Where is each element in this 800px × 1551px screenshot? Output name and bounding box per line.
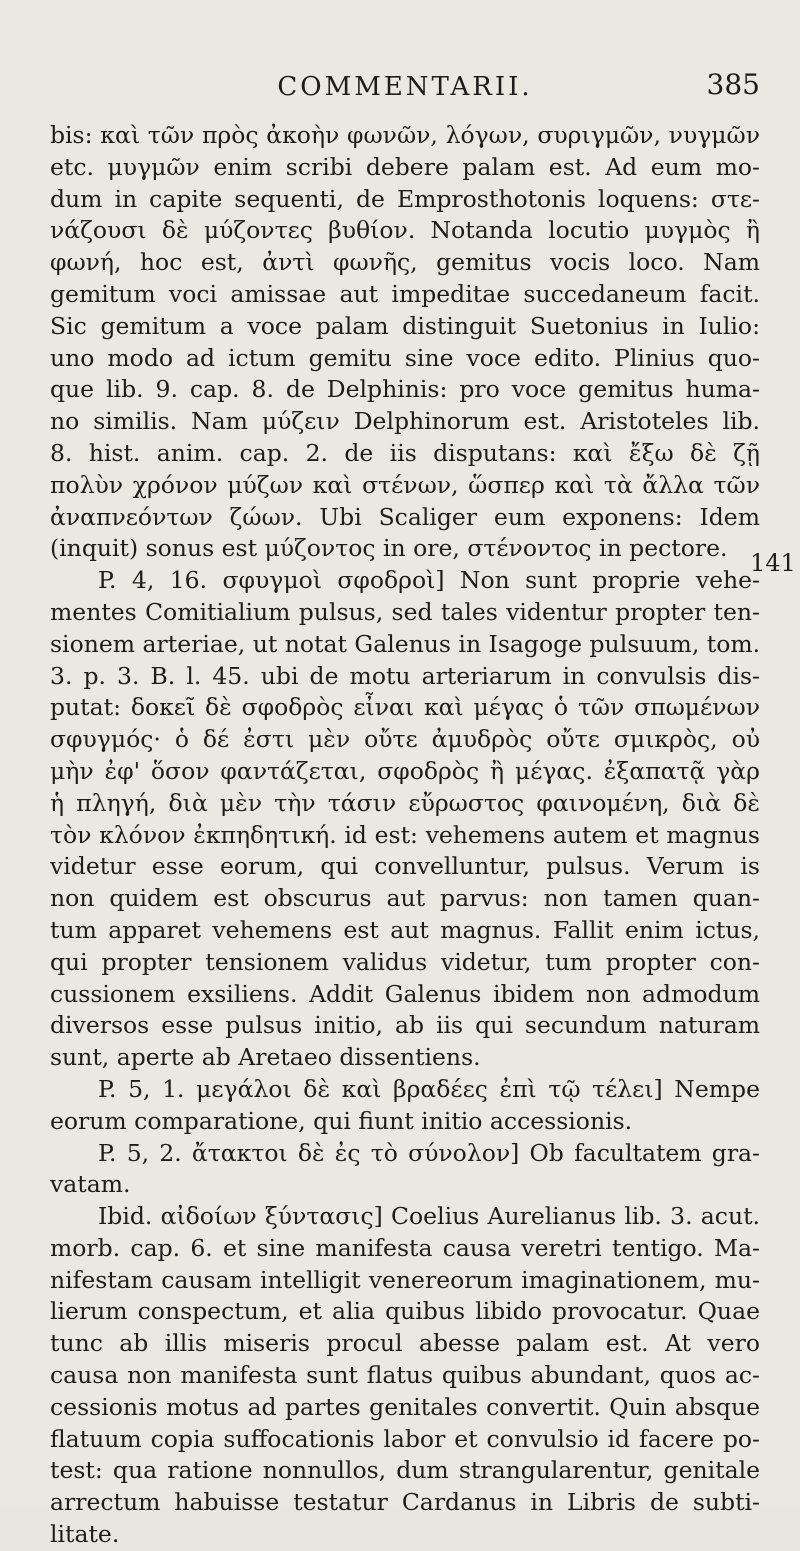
text-line: sunt, aperte ab Aretaeo dissentiens.	[50, 1043, 481, 1072]
text-line: etc. μυγμῶν enim scribi debere palam est. Ad eum mo-	[50, 152, 760, 181]
text-line: uno modo ad ictum gemitu sine voce edito. Plinius quo-	[50, 343, 760, 372]
text-line: bis: καὶ τῶν πρὸς ἀκοὴν φωνῶν, λόγων, συριγμῶν, νυγμῶν	[50, 121, 760, 149]
text-line: non quidem est obscurus aut parvus: non tamen quan-	[50, 884, 760, 913]
text-line: sionem arteriae, ut notat Galenus in Isagoge pulsuum, tom.	[50, 629, 760, 658]
text-line: cessionis motus ad partes genitales convertit. Quin absque	[50, 1392, 760, 1421]
text-line: qui propter tensionem validus videtur, tum propter con-	[50, 947, 760, 976]
text-line: Sic gemitum a voce palam distinguit Suetonius in Iulio:	[50, 311, 760, 340]
text-line: P. 4, 16. σφυγμοὶ σφοδροὶ] Non sunt proprie vehe-	[98, 566, 760, 595]
text-line: νάζουσι δὲ μύζοντες βυθίον. Notanda locutio μυγμὸς ἢ	[50, 216, 760, 245]
body-text	[50, 120, 760, 1551]
text-line: πολὺν χρόνον μύζων καὶ στένων, ὥσπερ καὶ τὰ ἄλλα τῶν	[50, 470, 760, 499]
text-line: cussionem exsiliens. Addit Galenus ibidem non admodum	[50, 979, 760, 1008]
text-line: mentes Comitialium pulsus, sed tales videntur propter ten-	[50, 597, 760, 626]
text-line: test: qua ratione nonnullos, dum strangularentur, genitale	[50, 1456, 760, 1485]
text-line: 8. hist. anim. cap. 2. de iis disputans: καὶ ἔξω δὲ ζῇ	[50, 438, 760, 467]
text-line: σφυγμός· ὁ δέ ἐστι μὲν οὔτε ἀμυδρὸς οὔτε σμικρὸς, οὐ	[50, 725, 760, 754]
margin-note: 141	[750, 549, 796, 577]
text-line: τὸν κλόνον ἐκπηδητική. id est: vehemens autem et magnus	[50, 820, 760, 849]
text-line: flatuum copia suffocationis labor et convulsio id facere po-	[50, 1424, 760, 1453]
text-line: tunc ab illis miseris procul abesse palam est. At vero	[50, 1329, 760, 1358]
running-title: COMMENTARII.	[277, 72, 533, 102]
text-line: gemitum voci amissae aut impeditae succedaneum facit.	[50, 279, 760, 308]
text-line: lierum conspectum, et alia quibus libido provocatur. Quae	[50, 1297, 760, 1326]
text-line: eorum comparatione, qui fiunt initio accessionis.	[50, 1106, 633, 1135]
text-line: ἀναπνεόντων ζώων. Ubi Scaliger eum exponens: Idem	[50, 502, 760, 531]
page-number: 385	[706, 68, 760, 101]
text-line: diversos esse pulsus initio, ab iis qui secundum naturam	[50, 1011, 760, 1040]
text-line: causa non manifesta sunt flatus quibus abundant, quos ac-	[50, 1361, 760, 1390]
text-line: no similis. Nam μύζειν Delphinorum est. Aristoteles lib.	[50, 407, 760, 436]
text-line: nifestam causam intelligit venereorum imaginationem, mu-	[50, 1265, 760, 1294]
text-line: Ibid. αἰδοίων ξύντασις] Coelius Aurelianus lib. 3. acut.	[98, 1202, 760, 1231]
text-line: φωνή, hoc est, ἀντὶ φωνῆς, gemitus vocis loco. Nam	[50, 248, 760, 277]
text-line: P. 5, 1. μεγάλοι δὲ καὶ βραδέες ἐπὶ τῷ τέλει] Nempe	[98, 1074, 760, 1103]
text-line: putat: δοκεῖ δὲ σφοδρὸς εἶναι καὶ μέγας ὁ τῶν σπωμένων	[50, 693, 760, 722]
text-line: 3. p. 3. B. l. 45. ubi de motu arteriarum in convulsis dis-	[50, 661, 760, 690]
text-line: P. 5, 2. ἄτακτοι δὲ ἐς τὸ σύνολον] Ob facultatem gra-	[98, 1138, 760, 1167]
text-line: ἡ πληγή, διὰ μὲν τὴν τάσιν εὔρωστος φαινομένη, διὰ δὲ	[50, 788, 760, 817]
text-line: morb. cap. 6. et sine manifesta causa veretri tentigo. Ma-	[50, 1233, 760, 1262]
text-line: videtur esse eorum, qui convelluntur, pulsus. Verum is	[50, 852, 760, 881]
text-line: μὴν ἐφ' ὅσον φαντάζεται, σφοδρὸς ἢ μέγας. ἐξαπατᾷ γὰρ	[50, 756, 760, 785]
text-line: que lib. 9. cap. 8. de Delphinis: pro voce gemitus huma-	[50, 375, 760, 404]
page-header	[50, 60, 760, 120]
text-line: arrectum habuisse testatur Cardanus in Libris de subti-	[50, 1488, 760, 1517]
text-line: litate.	[50, 1520, 120, 1549]
text-line: vatam.	[50, 1170, 131, 1199]
text-line: (inquit) sonus est μύζοντος in ore, στένοντος in pectore.	[50, 534, 728, 563]
text-line: tum apparet vehemens est aut magnus. Fallit enim ictus,	[50, 915, 760, 944]
text-line: dum in capite sequenti, de Emprosthotonis loquens: στε-	[50, 184, 760, 213]
